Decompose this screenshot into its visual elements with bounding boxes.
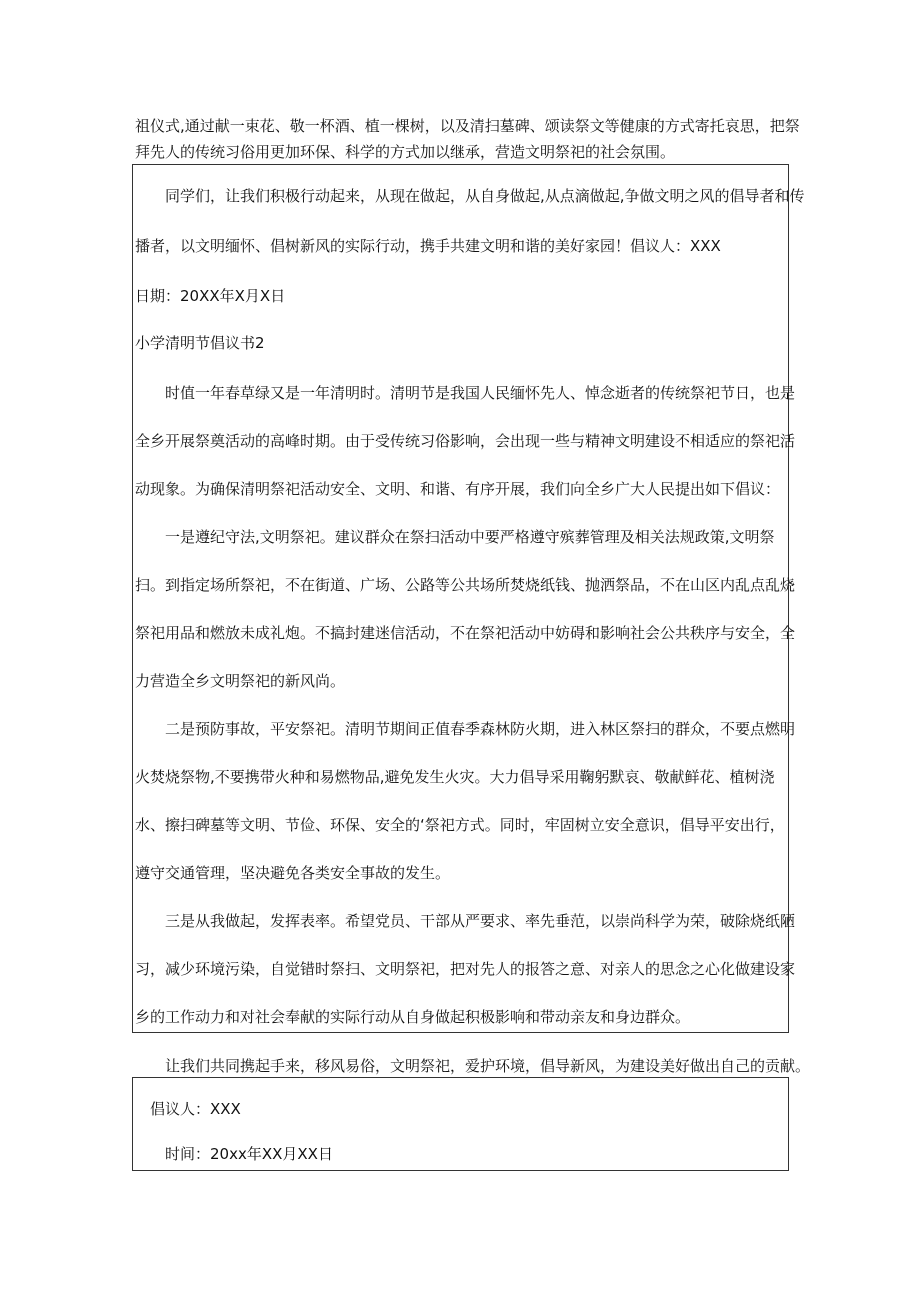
date-line: 日期：20XX年X月X日 [135, 287, 286, 305]
signature-proposer: 倡议人：XXX [150, 1100, 241, 1118]
section-title: 小学清明节倡议书2 [135, 334, 265, 352]
para3-line-3: 水、擦扫碑墓等文明、节俭、环保、安全的‘祭祀方式。同时，牢固树立安全意识，倡导平安出行， [135, 816, 785, 834]
para2-line-4: 力营造全乡文明祭祀的新风尚。 [135, 672, 346, 690]
closing-line: 让我们共同携起手来，移风易俗，文明祭祀，爱护环境，倡导新风，为建设美好做出自己的贡献。 [165, 1057, 811, 1075]
signature-time: 时间：20xx年XX月XX日 [165, 1145, 333, 1163]
para1-line-3: 动现象。为确保清明祭祀活动安全、文明、和谐、有序开展，我们向全乡广大人民提出如下倡议： [135, 480, 781, 498]
call-line-2: 播者，以文明缅怀、倡树新风的实际行动，携手共建文明和谐的美好家园！倡议人：XXX [135, 237, 721, 255]
para4-line-3: 乡的工作动力和对社会奉献的实际行动从自身做起积极影响和带动亲友和身边群众。 [135, 1008, 691, 1026]
para3-line-1: 二是预防事故，平安祭祀。清明节期间正值春季森林防火期，进入林区祭扫的群众，不要点燃明 [165, 720, 796, 738]
intro-line-1: 祖仪式,通过献一束花、敬一杯酒、植一棵树，以及清扫墓碑、颂读祭文等健康的方式寄托哀思，把祭 [135, 117, 800, 135]
para3-line-4: 遵守交通管理，坚决避免各类安全事故的发生。 [135, 864, 451, 882]
para2-line-1: 一是遵纪守法,文明祭祀。建议群众在祭扫活动中要严格遵守殡葬管理及相关法规政策,文明祭 [165, 528, 775, 546]
para2-line-2: 扫。到指定场所祭祀，不在街道、广场、公路等公共场所焚烧纸钱、抛洒祭品，不在山区内乱点乱烧 [135, 576, 796, 594]
call-line-1: 同学们，让我们积极行动起来，从现在做起，从自身做起,从点滴做起,争做文明之风的倡导者和传 [165, 187, 805, 205]
para1-line-2: 全乡开展祭奠活动的高峰时期。由于受传统习俗影响，会出现一些与精神文明建设不相适应的祭祀活 [135, 432, 796, 450]
para2-line-3: 祭祀用品和燃放未成礼炮。不搞封建迷信活动，不在祭祀活动中妨碍和影响社会公共秩序与安全，全 [135, 624, 796, 642]
intro-line-2: 拜先人的传统习俗用更加环保、科学的方式加以继承，营造文明祭祀的社会氛围。 [135, 143, 676, 161]
para3-line-2: 火焚烧祭物,不要携带火种和易燃物品,避免发生火灾。大力倡导采用鞠躬默哀、敬献鲜花、植树浇 [135, 768, 775, 786]
para1-line-1: 时值一年春草绿又是一年清明时。清明节是我国人民缅怀先人、悼念逝者的传统祭祀节日，也是 [165, 384, 796, 402]
para4-line-2: 习，减少环境污染，自觉错时祭扫、文明祭祀，把对先人的报答之意、对亲人的思念之心化做建设家 [135, 960, 796, 978]
para4-line-1: 三是从我做起，发挥表率。希望党员、干部从严要求、率先垂范，以崇尚科学为荣，破除烧纸陋 [165, 912, 796, 930]
